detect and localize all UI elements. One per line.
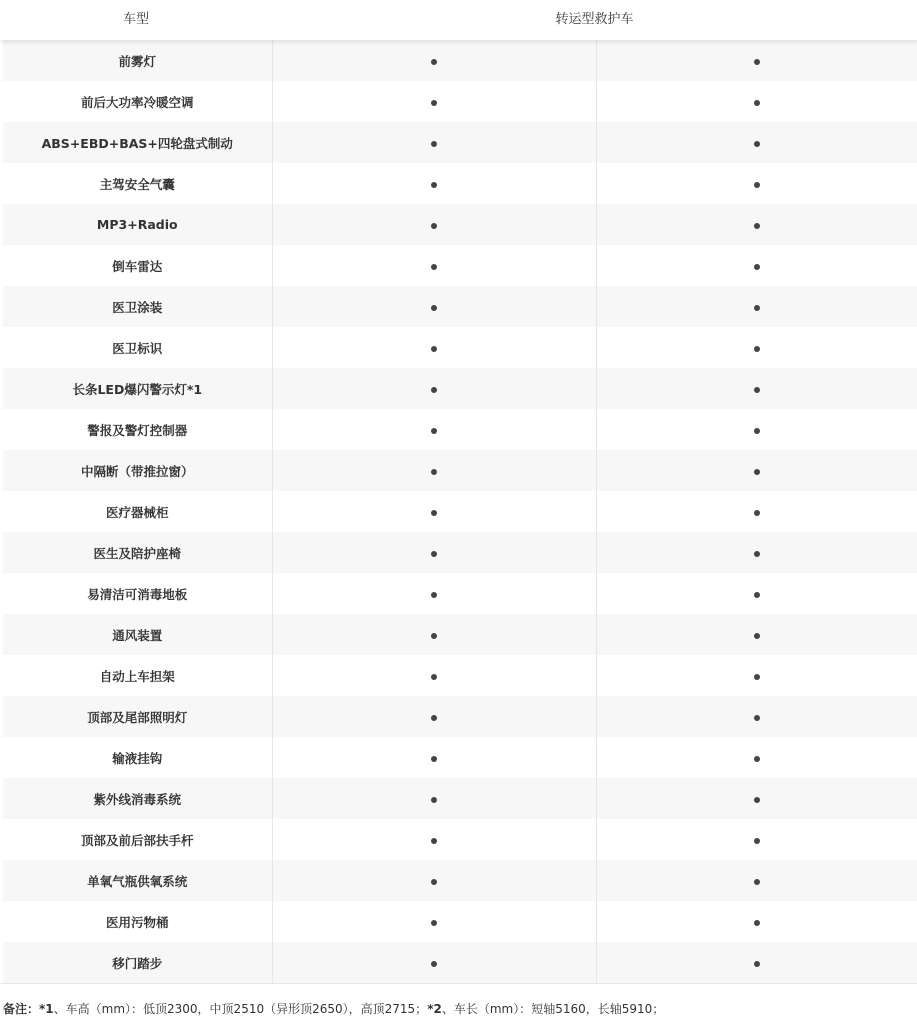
table-row [3,573,917,614]
feature-name-cell: 自动上车担架 [3,655,272,696]
standard-dot-icon [754,674,760,680]
feature-value-cell [272,532,596,573]
standard-dot-icon [431,510,437,516]
feature-value-cell [272,81,596,122]
standard-dot-icon [431,141,437,147]
feature-value-cell [272,368,596,409]
feature-value-cell [272,122,596,163]
standard-dot-icon [431,797,437,803]
feature-value-cell [272,409,596,450]
table-row [3,696,917,737]
table-row [3,860,917,901]
feature-value-cell [596,450,917,491]
feature-value-cell [596,122,917,163]
standard-dot-icon [431,551,437,557]
standard-dot-icon [431,592,437,598]
feature-name-cell: ABS+EBD+BAS+四轮盘式制动 [3,122,272,163]
table-row [3,163,917,204]
standard-dot-icon [431,674,437,680]
standard-dot-icon [754,510,760,516]
standard-dot-icon [754,100,760,106]
standard-dot-icon [754,264,760,270]
feature-value-cell [596,573,917,614]
feature-value-cell [596,204,917,245]
table-row [3,368,917,409]
feature-value-cell [272,614,596,655]
standard-dot-icon [754,346,760,352]
standard-dot-icon [754,551,760,557]
feature-name-cell: 医生及陪护座椅 [3,532,272,573]
feature-name-cell: MP3+Radio [3,204,272,245]
standard-dot-icon [431,100,437,106]
feature-value-cell [272,860,596,901]
feature-name-cell: 主驾安全气囊 [3,163,272,204]
feature-value-cell [272,286,596,327]
standard-dot-icon [431,264,437,270]
standard-dot-icon [754,305,760,311]
feature-name-cell: 医卫涂装 [3,286,272,327]
table-row [3,245,917,286]
table-row [3,942,917,983]
standard-dot-icon [431,223,437,229]
standard-dot-icon [754,469,760,475]
standard-dot-icon [431,305,437,311]
table-row [3,81,917,122]
table-row [3,204,917,245]
table-row [3,409,917,450]
feature-value-cell [596,860,917,901]
feature-value-cell [596,819,917,860]
footnote [3,1000,664,1017]
note-text-1: 、车高（mm）：低顶2300，中顶2510（异形顶2650），高顶2715； [53,1002,428,1016]
feature-value-cell [272,163,596,204]
standard-dot-icon [754,592,760,598]
header-model-label: 车型 [122,12,149,27]
feature-name-cell: 易清洁可消毒地板 [3,573,272,614]
feature-name-cell: 顶部及前后部扶手杆 [3,819,272,860]
standard-dot-icon [431,469,437,475]
standard-dot-icon [431,920,437,926]
feature-value-cell [272,573,596,614]
feature-name-cell: 医疗器械柜 [3,491,272,532]
feature-value-cell [596,40,917,81]
feature-value-cell [272,942,596,983]
feature-name-cell: 医卫标识 [3,327,272,368]
feature-value-cell [596,409,917,450]
standard-dot-icon [754,961,760,967]
feature-value-cell [596,737,917,778]
feature-value-cell [596,655,917,696]
feature-value-cell [596,245,917,286]
standard-dot-icon [431,838,437,844]
table-row [3,819,917,860]
feature-value-cell [596,614,917,655]
standard-dot-icon [754,223,760,229]
feature-value-cell [272,204,596,245]
feature-value-cell [272,655,596,696]
feature-value-cell [596,778,917,819]
table-bottom-border [0,983,917,984]
note-mark-1: *1 [39,1002,54,1016]
feature-value-cell [596,532,917,573]
feature-name-cell: 移门踏步 [3,942,272,983]
feature-name-cell: 医用污物桶 [3,901,272,942]
table-row [3,122,917,163]
table-header [0,0,917,40]
feature-value-cell [272,901,596,942]
feature-value-cell [596,286,917,327]
feature-value-cell [272,819,596,860]
feature-value-cell [596,81,917,122]
feature-value-cell [272,491,596,532]
feature-value-cell [596,942,917,983]
feature-name-cell: 前雾灯 [3,40,272,81]
standard-dot-icon [431,59,437,65]
feature-value-cell [596,696,917,737]
header-variant-label: 转运型救护车 [555,12,634,27]
standard-dot-icon [431,387,437,393]
feature-name-cell: 紫外线消毒系统 [3,778,272,819]
standard-dot-icon [431,428,437,434]
feature-value-cell [596,491,917,532]
table-row [3,286,917,327]
standard-dot-icon [431,346,437,352]
standard-dot-icon [754,838,760,844]
feature-name-cell: 输液挂钩 [3,737,272,778]
table-row [3,450,917,491]
feature-value-cell [272,696,596,737]
feature-value-cell [272,40,596,81]
table-row [3,327,917,368]
feature-name-cell: 顶部及尾部照明灯 [3,696,272,737]
standard-dot-icon [754,879,760,885]
standard-dot-icon [754,756,760,762]
table-row [3,737,917,778]
feature-value-cell [596,327,917,368]
standard-dot-icon [431,182,437,188]
feature-name-cell: 长条LED爆闪警示灯*1 [3,368,272,409]
standard-dot-icon [431,633,437,639]
feature-name-cell: 中隔断（带推拉窗） [3,450,272,491]
note-text-2: 、车长（mm）：短轴5160，长轴5910； [441,1002,665,1016]
feature-value-cell [596,163,917,204]
standard-dot-icon [754,182,760,188]
standard-dot-icon [754,387,760,393]
standard-dot-icon [431,756,437,762]
feature-name-cell: 倒车雷达 [3,245,272,286]
feature-value-cell [272,737,596,778]
standard-dot-icon [754,141,760,147]
feature-value-cell [272,327,596,368]
feature-value-cell [272,450,596,491]
standard-dot-icon [754,59,760,65]
table-row [3,614,917,655]
table-row [3,778,917,819]
standard-dot-icon [754,715,760,721]
standard-dot-icon [754,428,760,434]
note-label: 备注： [3,1002,40,1016]
standard-dot-icon [431,961,437,967]
feature-name-cell: 前后大功率冷暖空调 [3,81,272,122]
feature-value-cell [272,245,596,286]
feature-name-cell: 通风装置 [3,614,272,655]
table-row [3,532,917,573]
standard-dot-icon [754,633,760,639]
table-row [3,901,917,942]
feature-table [3,40,917,983]
table-row [3,40,917,81]
feature-value-cell [272,778,596,819]
feature-name-cell: 警报及警灯控制器 [3,409,272,450]
standard-dot-icon [754,920,760,926]
feature-name-cell: 单氧气瓶供氧系统 [3,860,272,901]
standard-dot-icon [754,797,760,803]
table-row [3,655,917,696]
standard-dot-icon [431,715,437,721]
table-row [3,491,917,532]
feature-value-cell [596,901,917,942]
note-mark-2: *2 [427,1002,442,1016]
standard-dot-icon [431,879,437,885]
feature-value-cell [596,368,917,409]
